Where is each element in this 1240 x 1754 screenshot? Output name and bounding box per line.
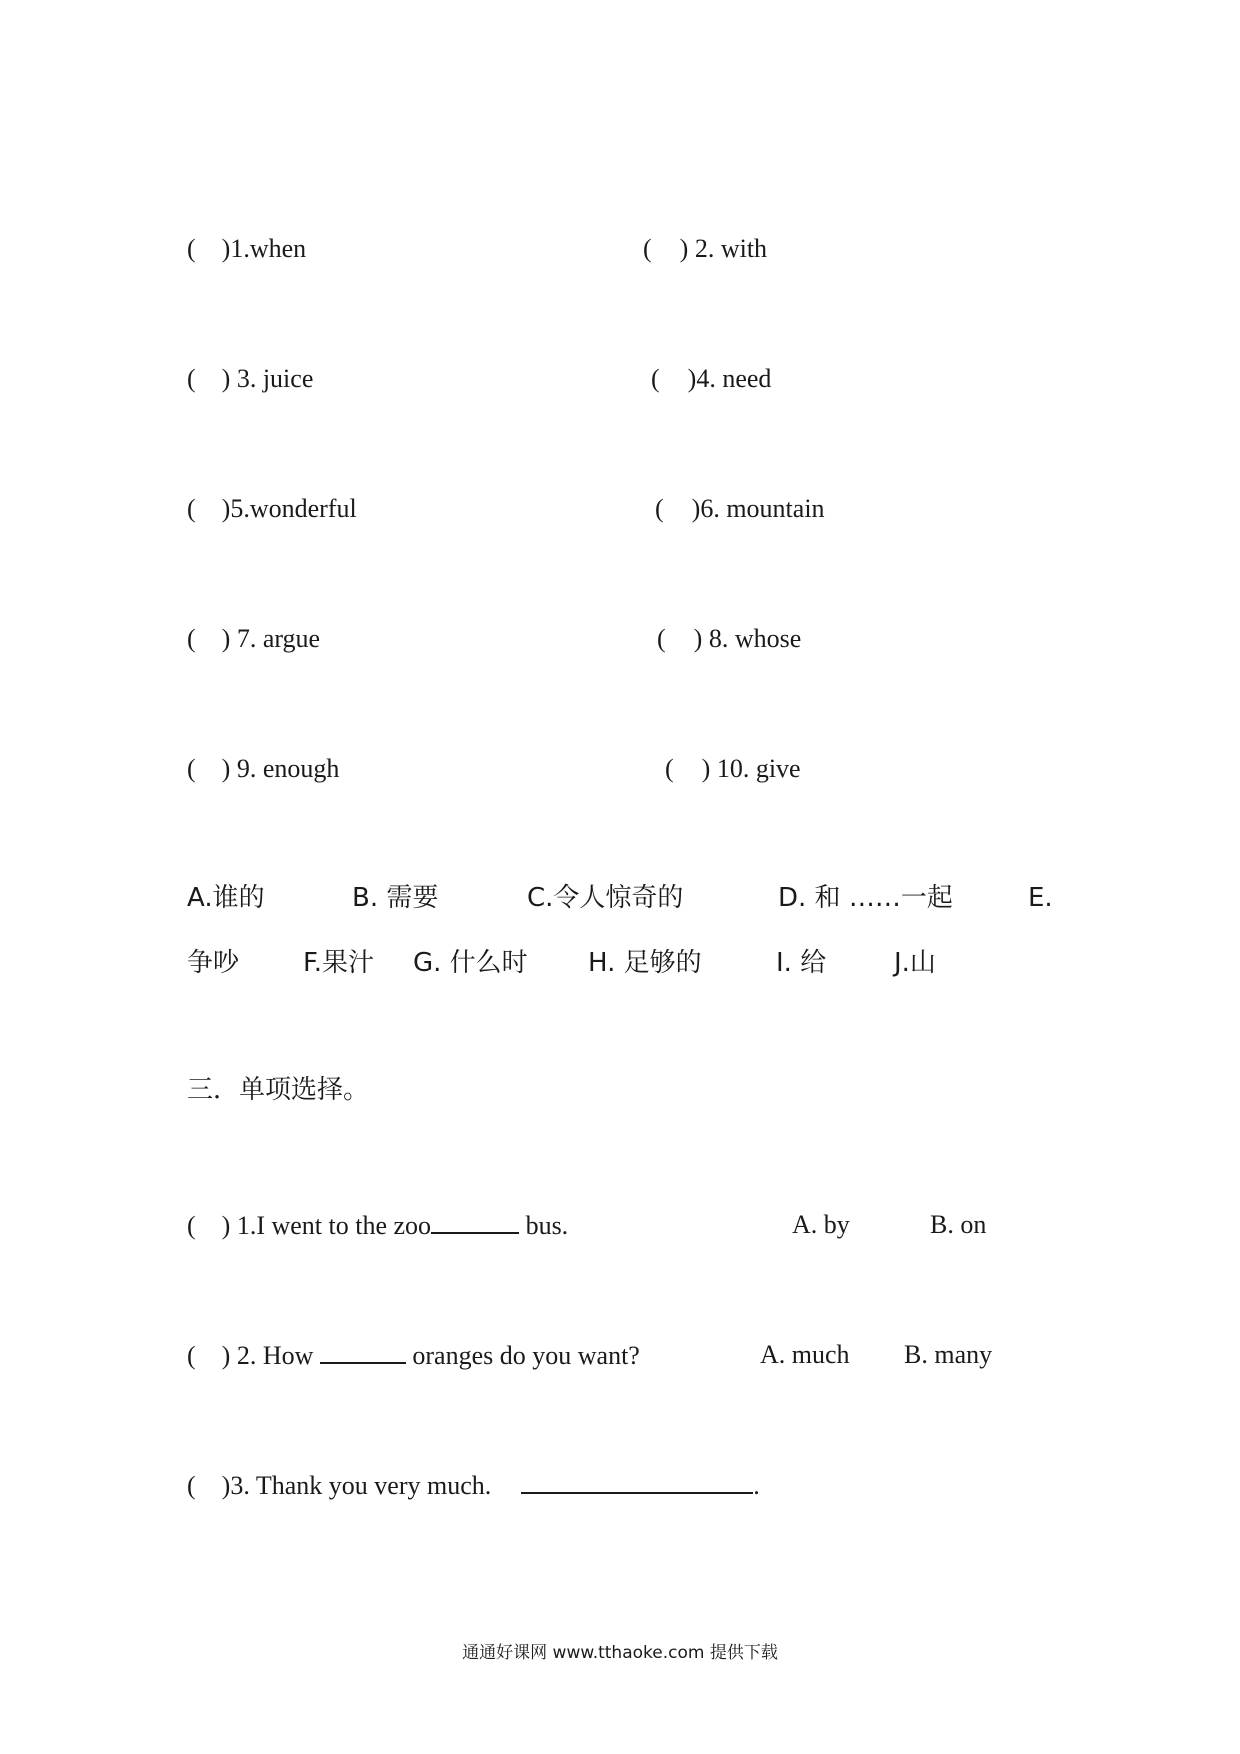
match-item-4: ( )4. need: [651, 364, 772, 393]
option-e-letter: E.: [1028, 883, 1053, 913]
footer-credit: 通通好课网 www.tthaoke.com 提供下载: [462, 1643, 778, 1663]
q2-option-a: A. much: [760, 1340, 850, 1369]
match-item-10: ( ) 10. give: [665, 754, 801, 783]
option-g: G. 什么时: [413, 948, 528, 978]
question-2: ( ) 2. How oranges do you want?: [187, 1341, 640, 1370]
match-item-6: ( )6. mountain: [655, 494, 825, 523]
match-item-5: ( )5.wonderful: [187, 494, 357, 523]
answer-blank: [431, 1212, 519, 1234]
match-item-9: ( ) 9. enough: [187, 754, 340, 783]
match-item-1: ( )1.when: [187, 234, 307, 263]
option-h: H. 足够的: [588, 948, 702, 978]
q2-option-b: B. many: [904, 1340, 993, 1369]
option-e-text: 争吵: [187, 948, 240, 978]
match-item-3: ( ) 3. juice: [187, 364, 314, 393]
option-i: I. 给: [776, 948, 827, 978]
option-c: C.令人惊奇的: [527, 883, 684, 913]
question-1: ( ) 1.I went to the zoo bus.: [187, 1211, 569, 1240]
q1-option-b: B. on: [930, 1210, 987, 1239]
answer-blank: [320, 1342, 406, 1364]
q1-option-a: A. by: [792, 1210, 850, 1239]
option-d: D. 和 ……一起: [778, 883, 953, 913]
match-item-8: ( ) 8. whose: [657, 624, 802, 653]
option-a: A.谁的: [187, 883, 265, 913]
question-3: ( )3. Thank you very much. .: [187, 1471, 760, 1500]
match-item-7: ( ) 7. argue: [187, 624, 321, 653]
option-f: F.果汁: [303, 948, 375, 978]
section-heading: 三．单项选择。: [187, 1075, 370, 1105]
match-item-2: ( ) 2. with: [643, 234, 768, 263]
option-j: J.山: [894, 948, 936, 978]
answer-blank: [521, 1472, 753, 1494]
option-b: B. 需要: [352, 883, 439, 913]
